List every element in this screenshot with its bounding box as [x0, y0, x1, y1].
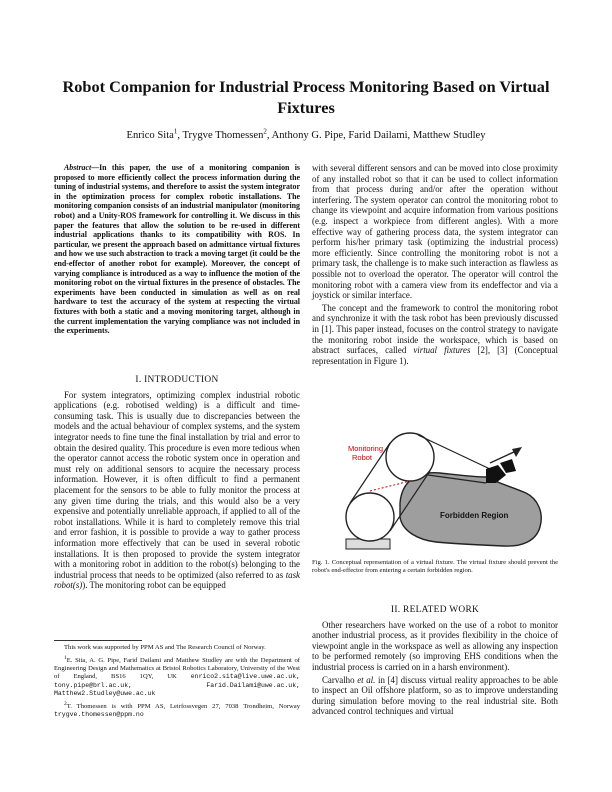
other-authors: , Anthony G. Pipe, Farid Dailami, Matthew Studley	[266, 130, 486, 141]
abstract	[54, 163, 300, 336]
figure-label-forbidden-region: Forbidden Region	[440, 511, 509, 520]
intro-paragraph-1: For system integrators, optimizing complex industrial robotic applications (e.g. robotised welding) is a difficult and time-consuming task. This is usually due to discrepancies between the models and the actual behaviour of complex systems, and the system integrator needs to fine tune the final installation by trial and error to obtain the desired quality. This procedure is even more tedious when the operator cannot access the robotic system once in operation and must rely on additional sensors to acquire the necessary process information. However, it is often difficult to find a permanent placement for the sensors to be able to fully monitor the process at any given time during the trials, and this would also be a very expensive and potentially unreliable approach, if applied to all of the robot installations. While it is hard to completely remove this trial and error fashion, it is possible to provide a way to gather process information more effectively that can be used in several robotic installations. It is then proposed to provide the system integrator with a monitoring robot in addition to the robot(s) belonging to the industrial process that needs to be optimized (also referred to as task robot(s)). The monitoring robot can be equipped	[54, 389, 300, 591]
figure-label-robot: Robot	[352, 453, 373, 462]
author-2-affil: 2	[263, 127, 267, 136]
author-1-affil: 1	[173, 127, 178, 136]
footnotes	[54, 644, 300, 721]
section-heading-introduction: I. INTRODUCTION	[135, 375, 219, 385]
figure-1-virtual-fixture	[340, 425, 545, 553]
left-column-body	[54, 370, 300, 593]
abstract-text: —In this paper, the use of a monitoring companion is proposed to more efficiently collect the process information during the tuning of industrial systems, and therefore to assist the system integrator in the optimization process for complex robotic installations. The monitoring companion consists of an industrial manipulator (monitoring robot) and a Unity-ROS framework for controlling it. We discuss in this paper the features that allow the solution to be re-used in different industrial applications thanks to its compatibility with ROS. In particular, we present the approach based on admittance virtual fixtures and how we use such abstraction to track a moving target (it could be the end-effector of another robot for example). Moreover, the concept of varying compliance is introduced as a way to influence the motion of the monitoring robot on the virtual fixtures in the presence of obstacles. The experiments have been conducted in simulation as well as on real hardware to test the accuracy of the system at respecting the virtual fixtures with both a static and a moving monitoring target, although in the current implementation the varying compliance was not included in the experiments.	[54, 163, 300, 336]
intro-paragraph-2: The concept and the framework to control the monitoring robot and synchronize it with the task robot has been previously discussed in [1]. This paper instead, focuses on the control strategy to navigate the monitoring robot inside the workspace, which is based on abstract surfaces, called virtual fixtures [2], [3] (Conceptual representation in Figure 1).	[312, 302, 558, 366]
footnote-separator	[54, 640, 142, 641]
figure-1-caption: Fig. 1. Conceptual representation of a virtual fixture. The virtual fixture should prevent the robot's end-effector from entering a certain forbidden region.	[312, 559, 558, 575]
arrow-head	[512, 447, 522, 457]
right-column-top	[312, 163, 558, 368]
robot-lower-joint	[346, 493, 394, 541]
author-email-2: trygve.thomessen@ppm.no	[54, 711, 144, 719]
figure-label-monitoring: Monitoring	[348, 444, 384, 453]
footnote-funding: This work was supported by PPM AS and The Research Council of Norway.	[64, 644, 266, 651]
related-paragraph-1: Other researchers have worked on the use of a robot to monitor another industrial process, as it provides flexibility in the choice of viewpoint angle in the workspace as well as allowing any inspection to be performed remotely (so improving EHS conditions when the industrial process is carried on in a harsh environment).	[312, 619, 558, 672]
right-column-bottom	[312, 600, 558, 719]
footnote-2: $^2$T. Thomessen is with PPM AS, Leirfossvegen 27, 7038 Trondheim, Norway trygve.thomessen@ppm.no	[54, 700, 300, 719]
abstract-label: Abstract	[64, 163, 92, 172]
footnote-1: $^1$E. Sita, A. G. Pipe, Farid Dailami and Matthew Studley are with the Department of Engineering Design and Mathematics at Bristol Robotics Laboratory, University of the West of England, BS16 1QY, UK enrico2.sita@live.uwe.ac.uk, tony.pipe@brl.ac.uk, Farid.Dailami@uwe.ac.uk, Matthew2.Studley@uwe.ac.uk	[54, 655, 300, 697]
author-emails: enrico2.sita@live.uwe.ac.uk, tony.pipe@brl.ac.uk, Farid.Dailami@uwe.ac.uk, Matthew2.Studley@uwe.ac.uk	[54, 673, 300, 697]
intro-paragraph-1-continued: with several different sensors and can be moved into close proximity of any installed robot so that it can be used to collect information from that process during and/or after the operation without interfering. The system operator can control the monitoring robot to change its viewpoint and acquire information from various positions (e.g. inspect a workpiece from different angles). With a more effective way of gathering process data, the system integrator can perform his/her primary task (optimizing the industrial process) more efficiently. Since controlling the monitoring robot is not a primary task, the challenge is to make such interaction as flawless as possible not to overload the operator. The operator will control the monitoring robot with a camera view from its endeffector and via a joystick or similar interface.	[312, 163, 558, 301]
paper-title: Robot Companion for Industrial Process Monitoring Based on Virtual Fixtures	[62, 77, 550, 117]
robot-upper-joint	[386, 433, 434, 481]
author-2: , Trygve Thomessen	[177, 130, 264, 141]
section-heading-related-work: II. RELATED WORK	[390, 605, 480, 615]
related-paragraph-2: Carvalho et al. in [4] discuss virtual reality approaches to be able to inspect an Oil offshore platform, so as to improve understanding during simulation before moving to the real industrial site. Both advanced control techniques and virtual	[312, 674, 558, 717]
author-list	[40, 129, 572, 142]
author-1: Enrico Sita	[126, 130, 174, 141]
